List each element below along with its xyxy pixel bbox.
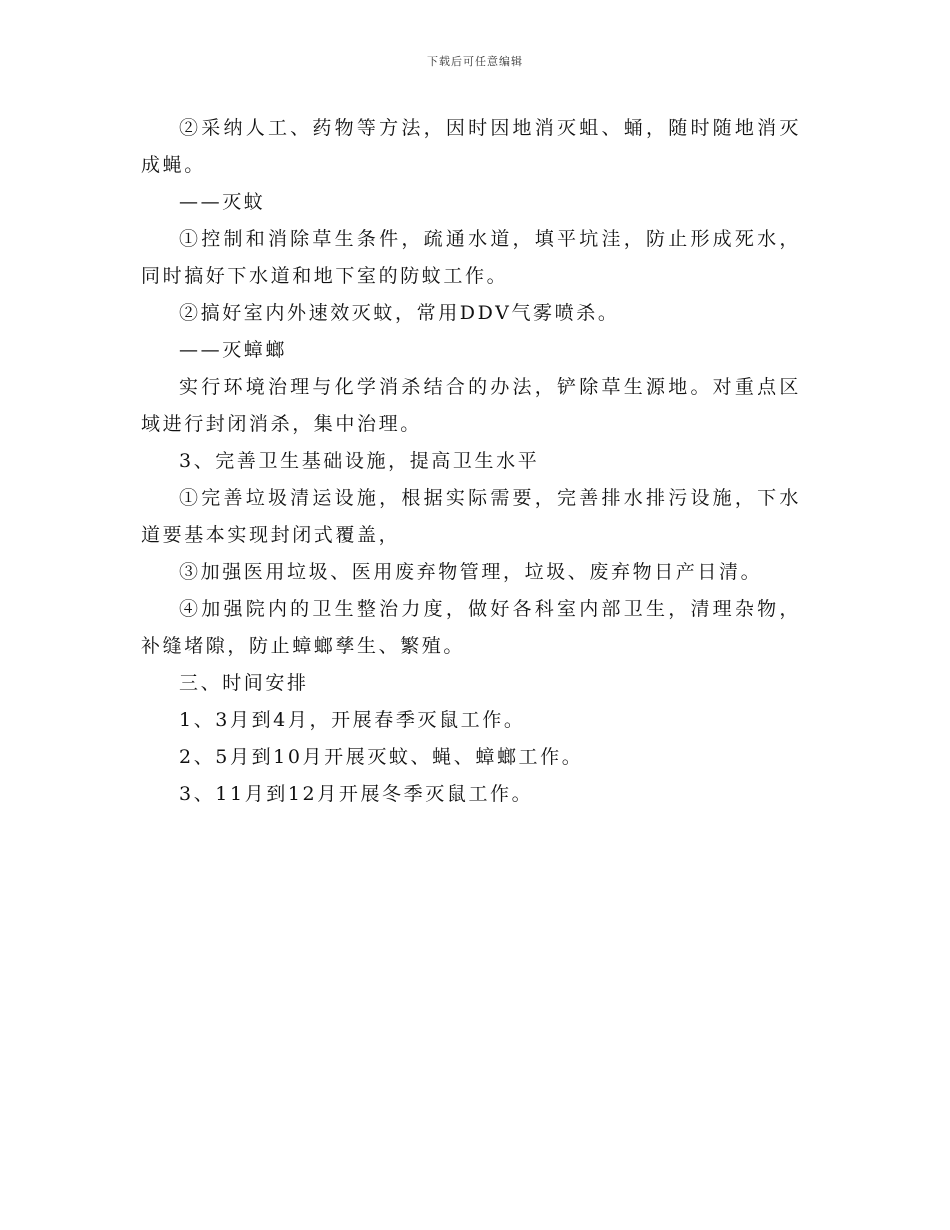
- schedule-item-summer: 2、5月到10月开展灭蚊、蝇、蟑螂工作。: [179, 746, 584, 768]
- paragraph-mosquito-spray: ②搞好室内外速效灭蚊，常用DDV气雾喷杀。: [179, 302, 620, 324]
- paragraph-mosquito-breeding-control: ①控制和消除草生条件，疏通水道，填平坑洼，防止形成死水，同时搞好下水道和地下室的防蚊工作。: [141, 228, 801, 287]
- document-body: [141, 110, 801, 813]
- page-header: 下载后可任意编辑: [427, 55, 523, 68]
- paragraph-hospital-hygiene: ④加强院内的卫生整治力度，做好各科室内部卫生，清理杂物，补缝堵隙，防止蟑螂孳生、繁殖。: [141, 598, 801, 657]
- paragraph-garbage-facilities: ①完善垃圾清运设施，根据实际需要，完善排水排污设施，下水道要基本实现封闭式覆盖，: [141, 487, 801, 546]
- heading-sanitation-facilities: 3、完善卫生基础设施，提高卫生水平: [179, 450, 540, 472]
- schedule-item-winter: 3、11月到12月开展冬季灭鼠工作。: [179, 783, 534, 805]
- heading-cockroach-control: ——灭蟑螂: [179, 339, 288, 361]
- paragraph-cockroach-method: 实行环境治理与化学消杀结合的办法，铲除草生源地。对重点区域进行封闭消杀，集中治理。: [141, 376, 801, 435]
- paragraph-medical-waste: ③加强医用垃圾、医用废弃物管理，垃圾、废弃物日产日清。: [179, 561, 763, 583]
- heading-schedule: 三、时间安排: [179, 672, 309, 694]
- heading-mosquito-control: ——灭蚊: [179, 191, 266, 213]
- schedule-item-spring: 1、3月到4月，开展春季灭鼠工作。: [179, 709, 526, 731]
- paragraph-fly-control-method: ②采纳人工、药物等方法，因时因地消灭蛆、蛹，随时随地消灭成蝇。: [141, 117, 801, 176]
